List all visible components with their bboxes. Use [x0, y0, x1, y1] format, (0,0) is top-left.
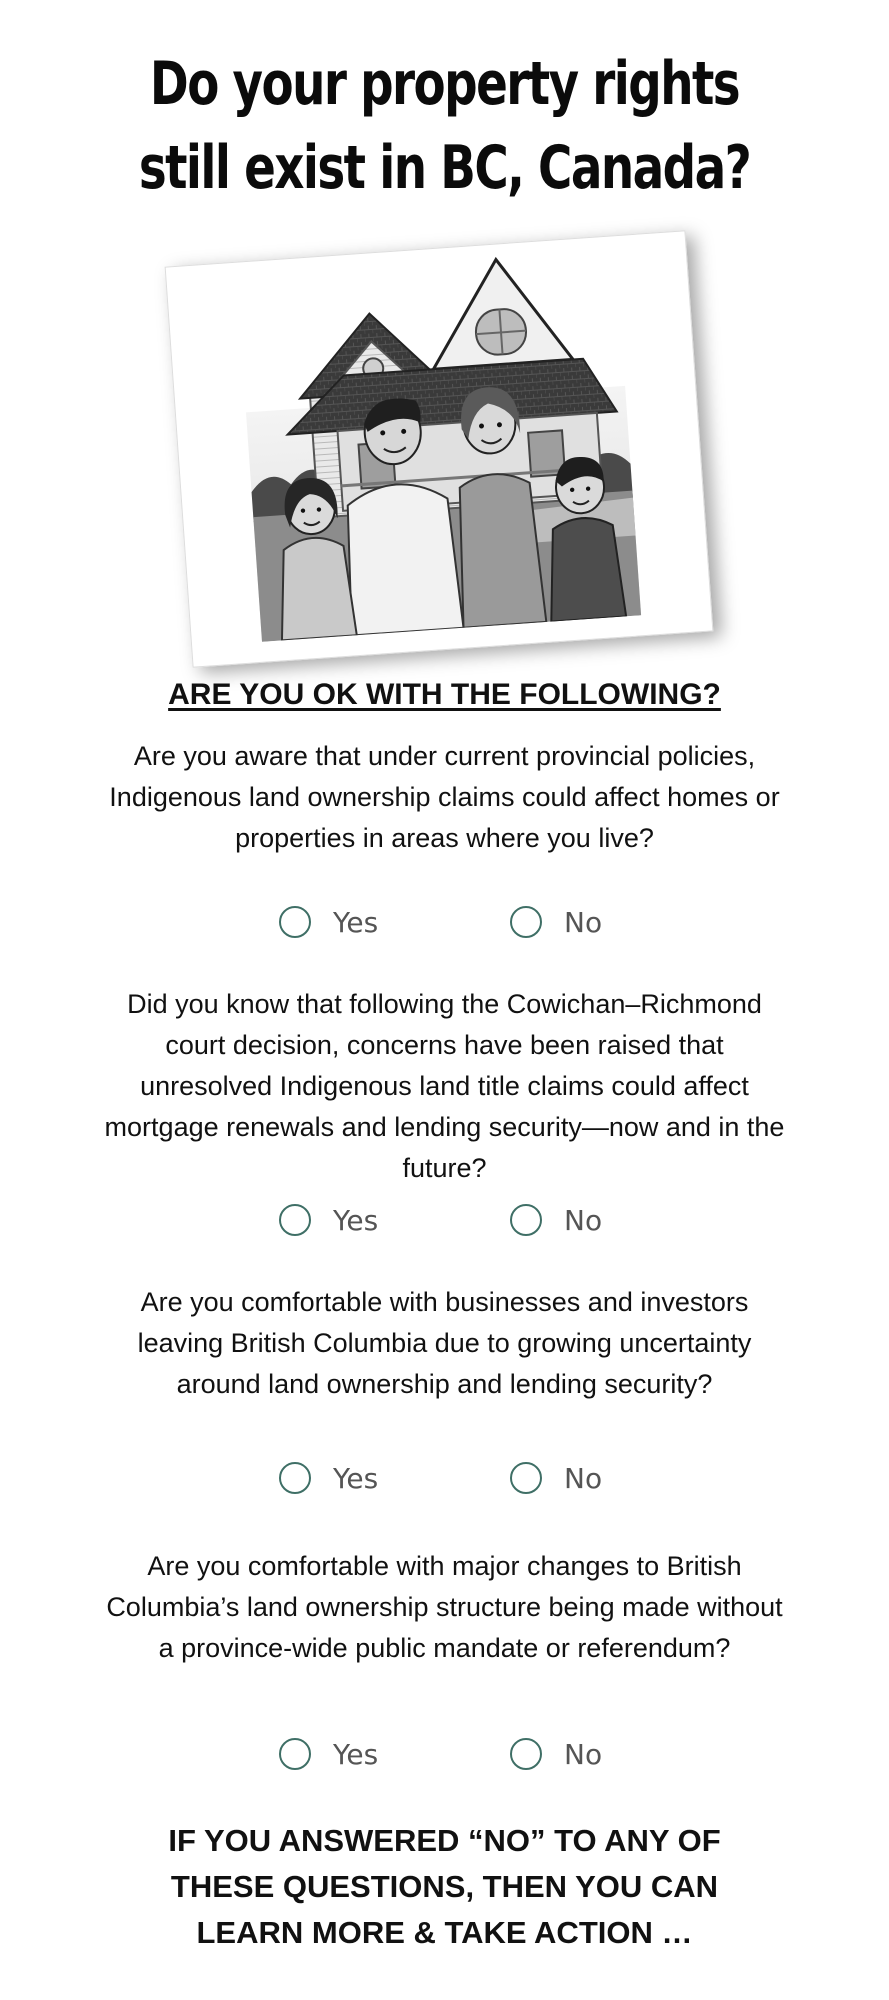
radio-circle-icon[interactable] — [279, 1462, 311, 1494]
question-1-no-option[interactable] — [510, 898, 602, 946]
no-label: No — [564, 1203, 603, 1237]
no-label: No — [564, 1737, 603, 1771]
radio-circle-icon[interactable] — [279, 1738, 311, 1770]
yes-label: Yes — [333, 1203, 379, 1237]
question-1-text: Are you aware that under current provincial policies, Indigenous land ownership claims could affect homes or properties in areas where you live? — [109, 741, 780, 853]
question-4-answers — [0, 1730, 889, 1778]
radio-circle-icon[interactable] — [510, 1462, 542, 1494]
yes-label: Yes — [333, 905, 379, 939]
radio-circle-icon[interactable] — [510, 1204, 542, 1236]
family-house-icon — [216, 235, 661, 643]
question-2-no-option[interactable] — [510, 1196, 602, 1244]
yes-label: Yes — [333, 1461, 379, 1495]
radio-circle-icon[interactable] — [510, 906, 542, 938]
family-house-illustration — [165, 230, 714, 667]
radio-circle-icon[interactable] — [279, 906, 311, 938]
question-3-answers — [0, 1454, 889, 1502]
question-4-no-option[interactable] — [510, 1730, 602, 1778]
question-3-no-option[interactable] — [510, 1454, 602, 1502]
question-2-text: Did you know that following the Cowichan–Richmond court decision, concerns have been raised that unresolved Indigenous land title claims could affect mortgage renewals and lending security—now and in the future? — [104, 989, 785, 1183]
call-to-action-text: IF YOU ANSWERED “NO” TO ANY OF THESE QUESTIONS, THEN YOU CAN LEARN MORE & TAKE ACTION … — [168, 1823, 721, 1950]
radio-circle-icon[interactable] — [510, 1738, 542, 1770]
hero-photo — [178, 248, 718, 656]
section-title: ARE YOU OK WITH THE FOLLOWING? — [168, 678, 721, 711]
question-1-answers — [0, 898, 889, 946]
question-3-text: Are you comfortable with businesses and investors leaving British Columbia due to growing uncertainty around land ownership and lending security? — [137, 1287, 752, 1399]
radio-circle-icon[interactable] — [279, 1204, 311, 1236]
page-title-line-2: still exist in BC, Canada? — [138, 133, 751, 203]
question-1-yes-option[interactable] — [279, 898, 378, 946]
question-2-answers — [0, 1196, 889, 1244]
no-label: No — [564, 905, 603, 939]
question-4-yes-option[interactable] — [279, 1730, 378, 1778]
question-4-text: Are you comfortable with major changes to British Columbia’s land ownership structure being made without a province-wide public mandate or referendum? — [106, 1551, 783, 1663]
page-title-line-1: Do your property rights — [149, 49, 740, 119]
question-3-yes-option[interactable] — [279, 1454, 378, 1502]
no-label: No — [564, 1461, 603, 1495]
yes-label: Yes — [333, 1737, 379, 1771]
page-title — [98, 42, 791, 210]
question-2-yes-option[interactable] — [279, 1196, 378, 1244]
